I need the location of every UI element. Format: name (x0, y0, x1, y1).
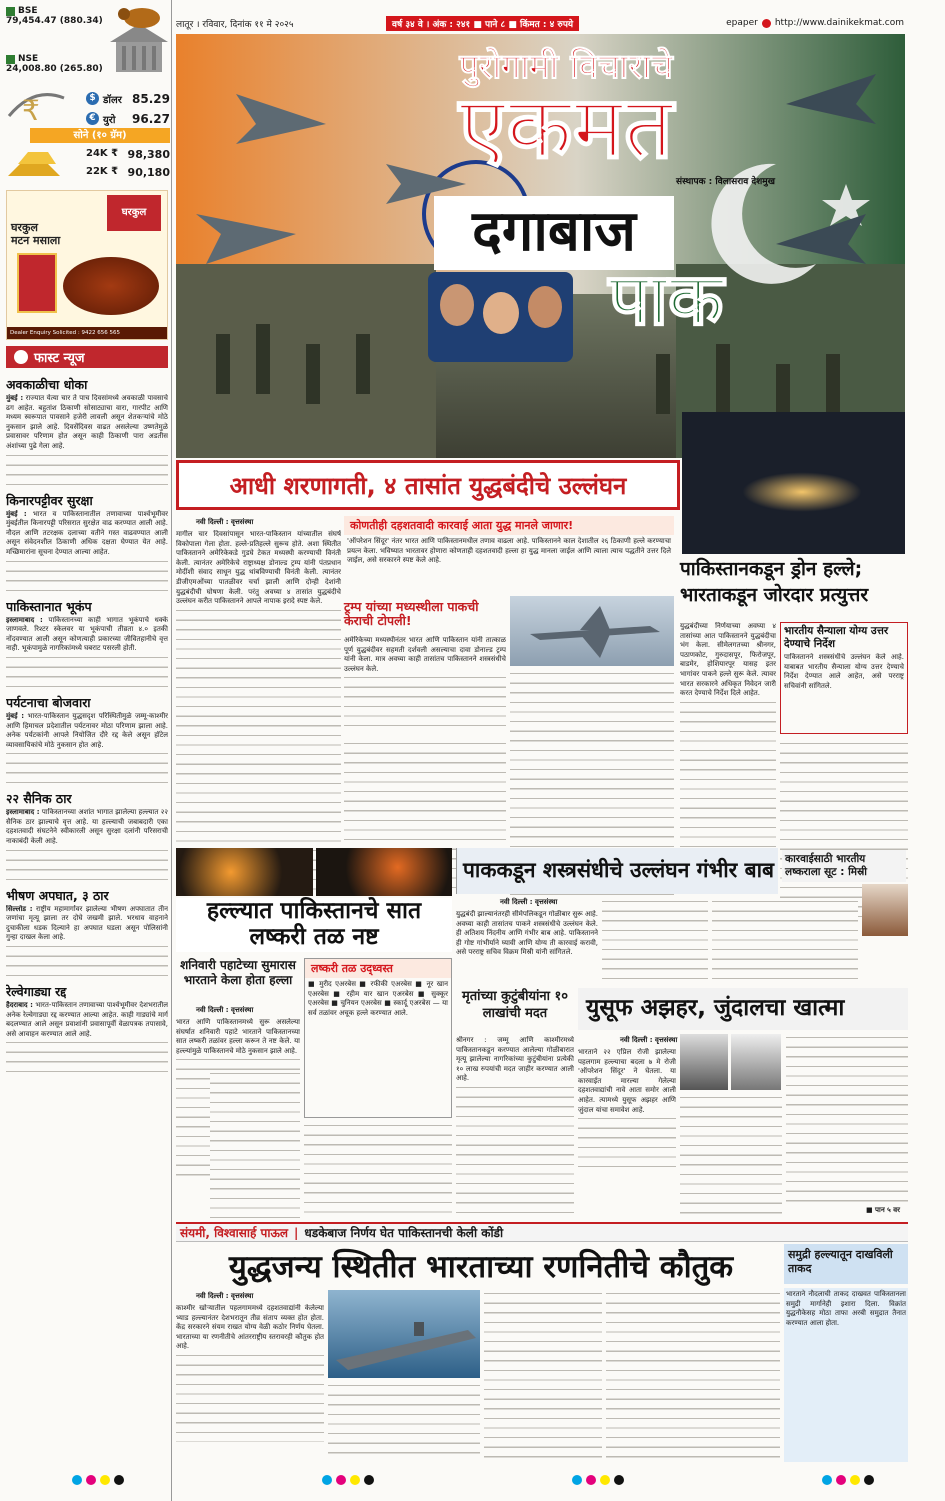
news-bullet-icon (14, 350, 28, 364)
cmyk-marks-mid1 (320, 1470, 376, 1489)
drone-head: पाकिस्तानकडून ड्रोन हल्ले; भारताकडून जोरदार प्रत्युत्तर (680, 558, 869, 606)
dollar-icon: $ (86, 92, 99, 105)
fast-news-header (6, 346, 168, 368)
trump-text-body: अमेरिकेच्या मध्यस्थीनंतर भारत आणि पाकिस्तान यांनी तात्काळ पूर्ण युद्धबंदीवर सहमती दर्शवली असल्याचा दावा डोनाल्ड ट्रम्प यांनी केला. मात्र अवघ्या काही तासांतच पाकिस्तानने शस्त्रसंधीचे उल्लंघन केले. (344, 636, 506, 673)
bases-text-col3 (304, 1122, 452, 1218)
fast-news-filler (6, 452, 168, 490)
second-dateline: नवी दिल्ली : वृत्तसंस्था (500, 898, 558, 906)
fast-news-item (6, 694, 168, 788)
drone-photo (510, 596, 674, 666)
bse-value: 79,454.47 (880.34) (6, 16, 103, 26)
hero-title-1: दगाबाज (472, 199, 636, 264)
quote-head: कोणतीही दहशतवादी कारवाई आता युद्ध मानले जाणार! (344, 516, 674, 535)
masala-ad (6, 190, 168, 340)
second-text-col2 (602, 898, 708, 982)
tagline: पुरोगामी विचाराचे (459, 47, 673, 87)
fast-news-item (6, 887, 168, 981)
mistri-label: कारवाईसाठी भारतीय लष्कराला सूट : मिस्री (782, 850, 906, 882)
fast-news-title: किनारपट्टीवर सुरक्षा (6, 492, 93, 508)
epaper-link[interactable] (726, 18, 904, 28)
night-city-photo (682, 412, 905, 554)
hero-title-2: पाक (608, 257, 724, 341)
aid-text-body: श्रीनगर : जम्मू आणि काश्मीरमध्ये पाकिस्तानकडून करण्यात आलेल्या गोळीबारात मृत्यू झालेल्या नागरिकांच्या कुटुंबीयांना प्रत्येकी १० लाख रुपयांची मदत जाहीर करण्यात आली आहे. (456, 1036, 574, 1083)
sea-side-head: समुद्री हल्ल्यातून दाखविली ताकद (784, 1244, 908, 1284)
ad-logo: घरकुल (107, 195, 161, 231)
euro-icon: € (86, 112, 99, 125)
fast-news-body: राष्ट्रीय महामार्गावर झालेल्या भीषण अपघातात तीन जणांचा मृत्यू झाला तर दोघे जखमी झाले. भरधाव वाहनाने दुचाकीला धडक दिल्याने हा अपघात घडला असून पोलिसांनी गुन्हा दाखल केला आहे. (6, 904, 168, 942)
drone-text-continuation (680, 699, 776, 859)
trump-text-continuation (344, 674, 506, 734)
fast-news-filler (6, 654, 168, 692)
dollar-label: डॉलर (103, 94, 122, 106)
fast-news-item (6, 492, 168, 596)
fast-news-title: अवकाळीचा धोका (6, 377, 88, 392)
army-box-text: पाकिस्तानने शस्त्रसंधीचे उल्लंघन केले आहे. याबाबत भारतीय सैन्याला योग्य उत्तर देण्याचे निर्देश देण्यात आले आहेत, असे परराष्ट्र सचिवांनी सांगितले. (784, 653, 904, 690)
strategy-text-body: काश्मीर खोऱ्यातील पहलगाममध्ये दहशतवाद्यांनी केलेल्या भ्याड हल्ल्यानंतर देशभरातून तीव्र संताप व्यक्त होत होता. केंद्र सरकारने संयम राखत योग्य वेळी कठोर निर्णय घेतला. भारताच्या या रणनीतीचे आंतरराष्ट्रीय स्तरावरही कौतुक होत आहे. (176, 1304, 324, 1351)
mistri-photo (862, 884, 908, 936)
fast-news-item (6, 376, 168, 490)
attack-photos (176, 848, 452, 896)
strip-right: धडकेबाज निर्णय घेत पाकिस्तानची केली कोंडी (304, 1226, 504, 1240)
fast-news-lead: मुंबई : (6, 509, 27, 518)
fast-news-text (6, 808, 168, 846)
bases-list-text: ■ मुरीद एअरबेस ■ रफीकी एअरबेस ■ नूर खान एअरबेस ■ रहीम यार खान एअरबेस ■ सुक्कूर एअरबेस ■ चुनियन एअरबेस ■ स्कार्दू एअरबेस — या सर्व तळांवर अचूक हल्ले करण्यात आले. (308, 980, 448, 1017)
website-url[interactable]: http://www.dainikekmat.com (774, 18, 904, 28)
ad-title-line1: घरकुल (11, 221, 38, 234)
second-text-col3 (712, 898, 858, 982)
azhar-text-body: भारताने २२ एप्रिल रोजी झालेल्या पहलगाम हल्ल्याचा बदला ७ मे रोजी 'ऑपरेशन सिंदूर' ने घेतला. या कारवाईत मारल्या गेलेल्या दहशतवाद्यांची नावे आता समोर आली आहेत. त्यामध्ये युसूफ अझहर आणि जुंदाल यांचा समावेश आहे. (578, 1048, 676, 1114)
fast-news-text (6, 616, 168, 654)
strategy-text-col4 (606, 1290, 780, 1462)
fast-news-lead: हैदराबाद : (6, 1001, 33, 1010)
gold-24k-label: 24K ₹ (86, 148, 119, 159)
second-text-body: युद्धबंदी झाल्यानंतरही सीमेपलिकडून गोळीबार सुरू आहे. अवघ्या काही तासांतच पाकने शस्त्रसंधीचे उल्लंघन केले. ही अतिशय निंदनीय आणि गंभीर बाब आहे. पाकिस्तानने ही गोष्ट गांभीर्याने घ्यावी आणि योग्य ती कारवाई करावी, असे परराष्ट्र सचिव विक्रम मिस्री यांनी सांगितले. (456, 910, 598, 957)
bases-list-box (304, 958, 452, 1118)
fast-news-text (6, 394, 168, 452)
fast-news-title: २२ सैनिक ठार (6, 791, 72, 807)
strategy-strip (176, 1222, 908, 1242)
epaper-label: epaper (726, 18, 758, 28)
azhar-text-col3 (786, 1034, 908, 1204)
aid-text (456, 1036, 574, 1218)
dateline-bar (176, 14, 904, 32)
lead-dateline: नवी दिल्ली : वृत्तसंस्था (196, 518, 254, 526)
strategy-text-continuation (176, 1352, 324, 1442)
fast-news-title: पाकिस्तानात भूकंप (6, 598, 92, 614)
fast-news-body: भारत व पाकिस्तानातील तणावाच्या पार्श्वभूमीवर मुंबईतील किनारपट्टी परिसरात सुरक्षेत वाढ करण्यात आली आहे. नौदल आणि तटरक्षक दलाच्या वतीने गस्त वाढवण्यात आली असून संवेदनशील ठिकाणी अधिक दक्षता घेण्यात येत आहे. मच्छिमारांना सूचना देण्यात आल्या आहेत. (6, 509, 168, 556)
gold-bars-icon (4, 146, 66, 182)
azhar-text-col2 (680, 1094, 782, 1218)
euro-label: युरो (103, 114, 116, 126)
fast-news-title: पर्यटनाचा बोजवारा (6, 694, 91, 710)
bases-head-box (176, 898, 452, 952)
euro-row (86, 110, 170, 127)
fast-news-list (6, 374, 168, 1494)
bases-text-body: भारत आणि पाकिस्तानमध्ये सुरू असलेल्या संघर्षात शनिवारी पहाटे भारताने पाकिस्तानच्या सात लष्करी तळांवर हल्ला करून ते नष्ट केले. या हल्ल्यांमुळे पाकिस्तानचे मोठे नुकसान झाले आहे. (176, 1018, 300, 1055)
army-box-head: भारतीय सैन्याला योग्य उत्तर देण्याचे निर्देश (784, 625, 889, 650)
curry-bowl-image (63, 257, 159, 315)
fast-news-text (6, 712, 168, 750)
fast-news-text (6, 510, 168, 558)
fast-news-title: रेल्वेगाड्या रद्द (6, 984, 67, 1000)
second-head: पाककडून शस्त्रसंधीचे उल्लंघन गंभीर बाब (463, 858, 774, 882)
second-text-col1 (456, 910, 598, 982)
strip-divider: | (294, 1225, 299, 1240)
nse-value: 24,008.80 (265.80) (6, 64, 103, 74)
azhar-text-continuation (578, 1115, 676, 1175)
strategy-text-col1 (176, 1304, 324, 1462)
gold-label: सोने (१० ग्रॅम) (30, 128, 170, 143)
trump-text (344, 636, 506, 736)
nse-block (6, 54, 103, 74)
bases-sub: शनिवारी पहाटेच्या सुमारास भारताने केला होता हल्ला (180, 958, 296, 987)
fast-news-body: राज्यात येत्या चार ते पाच दिवसांमध्ये अवकाळी पावसाचे ढग आहेत. बहुतांश ठिकाणी सोसाट्याचा वारा, गारपीट आणि मध्यम स्वरूपात पावसाने हजेरी लावली असून शेतकऱ्यांचे मोठे नुकसान झाले आहे. दिवसेंदिवस वाढत असलेल्या उष्णतेमुळे प्रवासावर परिणाम होत असून काही ठिकाणी पारा अडतीस अंशांच्या पुढे गेला आहे. (6, 394, 168, 450)
fast-news-lead: इस्लामाबाद : (6, 808, 40, 817)
fast-news-filler (6, 558, 168, 596)
epaper-icon (762, 19, 771, 28)
azhar-head-box (578, 988, 908, 1030)
azhar-continued: ■ पान ५ वर (866, 1206, 900, 1214)
strategy-dateline: नवी दिल्ली : वृत्तसंस्था (196, 1292, 254, 1300)
fast-news-item (6, 983, 168, 1077)
bse-block (6, 6, 103, 26)
fast-news-body: भारत-पाकिस्तान तणावाच्या पार्श्वभूमीवर देशभरातील अनेक रेल्वेगाड्या रद्द करण्यात आल्या आहेत. काही गाड्यांचे मार्ग बदलण्यात आले असून प्रवाशांनी प्रवासापूर्वी वेळापत्रक तपासावे, असे आवाहन करण्यात आले आहे. (6, 1001, 168, 1038)
lead-body-text-1: मागील चार दिवसांपासून भारत-पाकिस्तान यांच्यातील संघर्ष विकोपाला गेला होता. हल्ले-प्रतिहल्ले सुरूच होते. अशा स्थितीत पाकिस्तानने अमेरिकेकडे गुडघे टेकत मध्यस्थी करण्याची विनंती केली. त्यानंतर अमेरिकेचे राष्ट्राध्यक्ष डोनाल्ड ट्रम्प यांनी पंतप्रधान मोदींशी संवाद साधून युद्ध थांबविण्याची विनंती केली. त्यानंतर डीजीएमओंच्या पातळीवर चर्चा झाली आणि दोन्ही देशांनी युद्धबंदीची घोषणा केली. परंतु अवघ्या ४ तासांत युद्धबंदीचे उल्लंघन करीत पाकिस्तानने आपले नापाक इरादे स्पष्ट केले. (176, 530, 341, 606)
fast-news-body: पाकिस्तानच्या काही भागात भूकंपाचे धक्के जाणवले. रिश्टर स्केलवर या भूकंपाची तीव्रता ४.० इतकी नोंदवण्यात आली असून कोणत्याही प्रकारच्या जीवितहानीचे वृत्त नाही. भूकंपामुळे नागरिकांमध्ये घबराट पसरली होती. (6, 615, 168, 653)
cmyk-marks-mid2 (570, 1470, 626, 1489)
azhar-photo (680, 1034, 728, 1090)
up-arrow-icon (6, 7, 15, 16)
fast-news-item (6, 790, 168, 884)
ad-title (11, 221, 60, 247)
drone-text-body: युद्धबंदीच्या निर्णयाच्या अवघ्या ४ तासांच्या आत पाकिस्तानने युद्धबंदीचा भंग केला. सीमेलगतच्या श्रीनगर, पठाणकोट, गुरुदासपूर, फिरोजपूर, बाडमेर, होशियारपूर यासह इतर भागांवर पाकने हल्ले सुरू केले. त्यावर भारत सरकारने अधिकृत निवेदन जारी करत देण्याचे निर्देश दिले आहेत. (680, 622, 776, 698)
fast-news-body: पाकिस्तानच्या अशांत भागात झालेल्या हल्ल्यात २२ सैनिक ठार झाल्याचे वृत्त आहे. या हल्ल्याची जबाबदारी एका दहशतवादी संघटनेने स्वीकारली असून सुरक्षा दलांनी परिसराची नाकाबंदी केली आहे. (6, 808, 168, 846)
sea-side-text-body: भारताने नौदलाची ताकद दाखवत पाकिस्तानला समुद्री मार्गानेही इशारा दिला. विक्रांत युद्धनौकेसह मोठा ताफा अरबी समुद्रात तैनात करण्यात आला होता. (786, 1290, 906, 1327)
gold-22k-label: 22K ₹ (86, 166, 119, 177)
strategy-text-col3 (484, 1290, 602, 1462)
second-head-box (456, 848, 778, 894)
sea-side-text (784, 1288, 908, 1462)
fast-news-item (6, 598, 168, 692)
founder-credit: संस्थापक : विलासराव देशमुख (676, 177, 776, 187)
cmyk-marks-left (70, 1470, 126, 1489)
fast-news-filler (6, 750, 168, 788)
fast-news-title: भीषण अपघात, ३ ठार (6, 887, 109, 903)
strategy-head: युद्धजन्य स्थितीत भारताच्या रणनितीचे कौतुक (228, 1249, 734, 1285)
dollar-value: 85.29 (132, 91, 170, 106)
aid-head: मृतांच्या कुटुंबीयांना १० लाखांची मदत (462, 989, 568, 1021)
strategy-text-col2 (328, 1382, 480, 1462)
dollar-row (86, 90, 170, 107)
bse-label: BSE (18, 6, 38, 16)
bull-icon (108, 2, 170, 74)
lead-banner-text: आधी शरणागती, ४ तासांत युद्धबंदीचे उल्लंघन (229, 471, 627, 500)
leaders-photo (428, 272, 573, 362)
fast-news-text (6, 905, 168, 943)
cmyk-marks-right (820, 1470, 876, 1489)
ad-enquiry: Dealer Enquiry Solicited : 9422 656 565 (7, 327, 167, 339)
trump-head: ट्रम्प यांच्या मध्यस्थीला पाकची केराची टोपली! (344, 599, 479, 628)
gold-22k-row (86, 166, 170, 179)
gold-24k-value: 98,380 (127, 148, 170, 161)
fast-news-filler (6, 847, 168, 885)
rupee-icon (4, 86, 74, 128)
fast-news-lead: मुंबई : (6, 394, 24, 402)
nse-label: NSE (18, 54, 39, 64)
bases-head: हल्ल्यात पाकिस्तानचे सात लष्करी तळ नष्ट (206, 898, 422, 950)
ad-title-line2: मटन मसाला (11, 234, 61, 247)
jundal-photo (731, 1034, 781, 1090)
fast-news-body: भारत-पाकिस्तान युद्धसदृश परिस्थितीमुळे जम्मू-काश्मीर आणि हिमाचल प्रदेशातील पर्यटनावर मोठा परिणाम झाला आहे. अनेक पर्यटकांनी आपले नियोजित दौरे रद्द केले असून हॉटेल व्यावसायिकांचे मोठे नुकसान होत आहे. (6, 711, 168, 749)
left-column (0, 0, 172, 1501)
azhar-head: युसूफ अझहर, जुंदालचा खात्मा (586, 995, 845, 1021)
gold-24k-row (86, 148, 170, 161)
euro-value: 96.27 (132, 111, 170, 126)
hero-image (176, 34, 905, 458)
fast-news-lead: इस्लामाबाद : (6, 615, 43, 624)
fast-news-filler (6, 943, 168, 981)
dateline: लातूर । रविवार, दिनांक ११ मे २०२५ (176, 19, 294, 30)
fast-news-lead: मुंबई : (6, 711, 25, 720)
up-arrow-icon (6, 55, 15, 64)
fast-news-label: फास्ट न्यूज (34, 351, 85, 366)
svg-text:₹: ₹ (22, 94, 40, 127)
quote-box (344, 516, 674, 601)
quote-text: 'ऑपरेशन सिंदूर' नंतर भारत आणि पाकिस्तानमधील तणाव वाढला आहे. पाकिस्तानने काल देशातील २६ ठिकाणी हल्ले करण्याचा प्रयत्न केला. भविष्यात भारतावर होणारा कोणताही दहशतवादी हल्ला हा युद्ध मानला जाईल आणि त्याला त्याच पद्धतीने उत्तर दिले जाईल, असे सरकारने स्पष्ट केले आहे. (347, 537, 671, 565)
fast-news-lead: सिल्लोड : (6, 904, 33, 913)
strip-left: संयमी, विश्वासार्ह पाऊल (180, 1226, 289, 1240)
bases-list-head: लष्करी तळ उद्ध्वस्त (305, 959, 451, 978)
gold-22k-value: 90,180 (127, 166, 170, 179)
lead-banner (176, 460, 680, 510)
issue-info: वर्ष ३४ वे । अंक : २४१ ■ पाने ८ ■ किंमत : ४ रुपये (386, 16, 579, 31)
carrier-photo (328, 1290, 480, 1378)
azhar-dateline: नवी दिल्ली : वृत्तसंस्था (620, 1036, 678, 1044)
fast-news-filler (6, 1039, 168, 1077)
bases-text-col1b (210, 1070, 300, 1220)
bases-dateline: नवी दिल्ली : वृत्तसंस्था (196, 1006, 254, 1014)
masala-pack (17, 253, 57, 313)
azhar-text-col1 (578, 1048, 676, 1218)
aid-text-continuation (456, 1084, 574, 1214)
fast-news-text (6, 1001, 168, 1039)
masthead-logo: एकमत (458, 78, 674, 178)
army-box (780, 622, 908, 734)
